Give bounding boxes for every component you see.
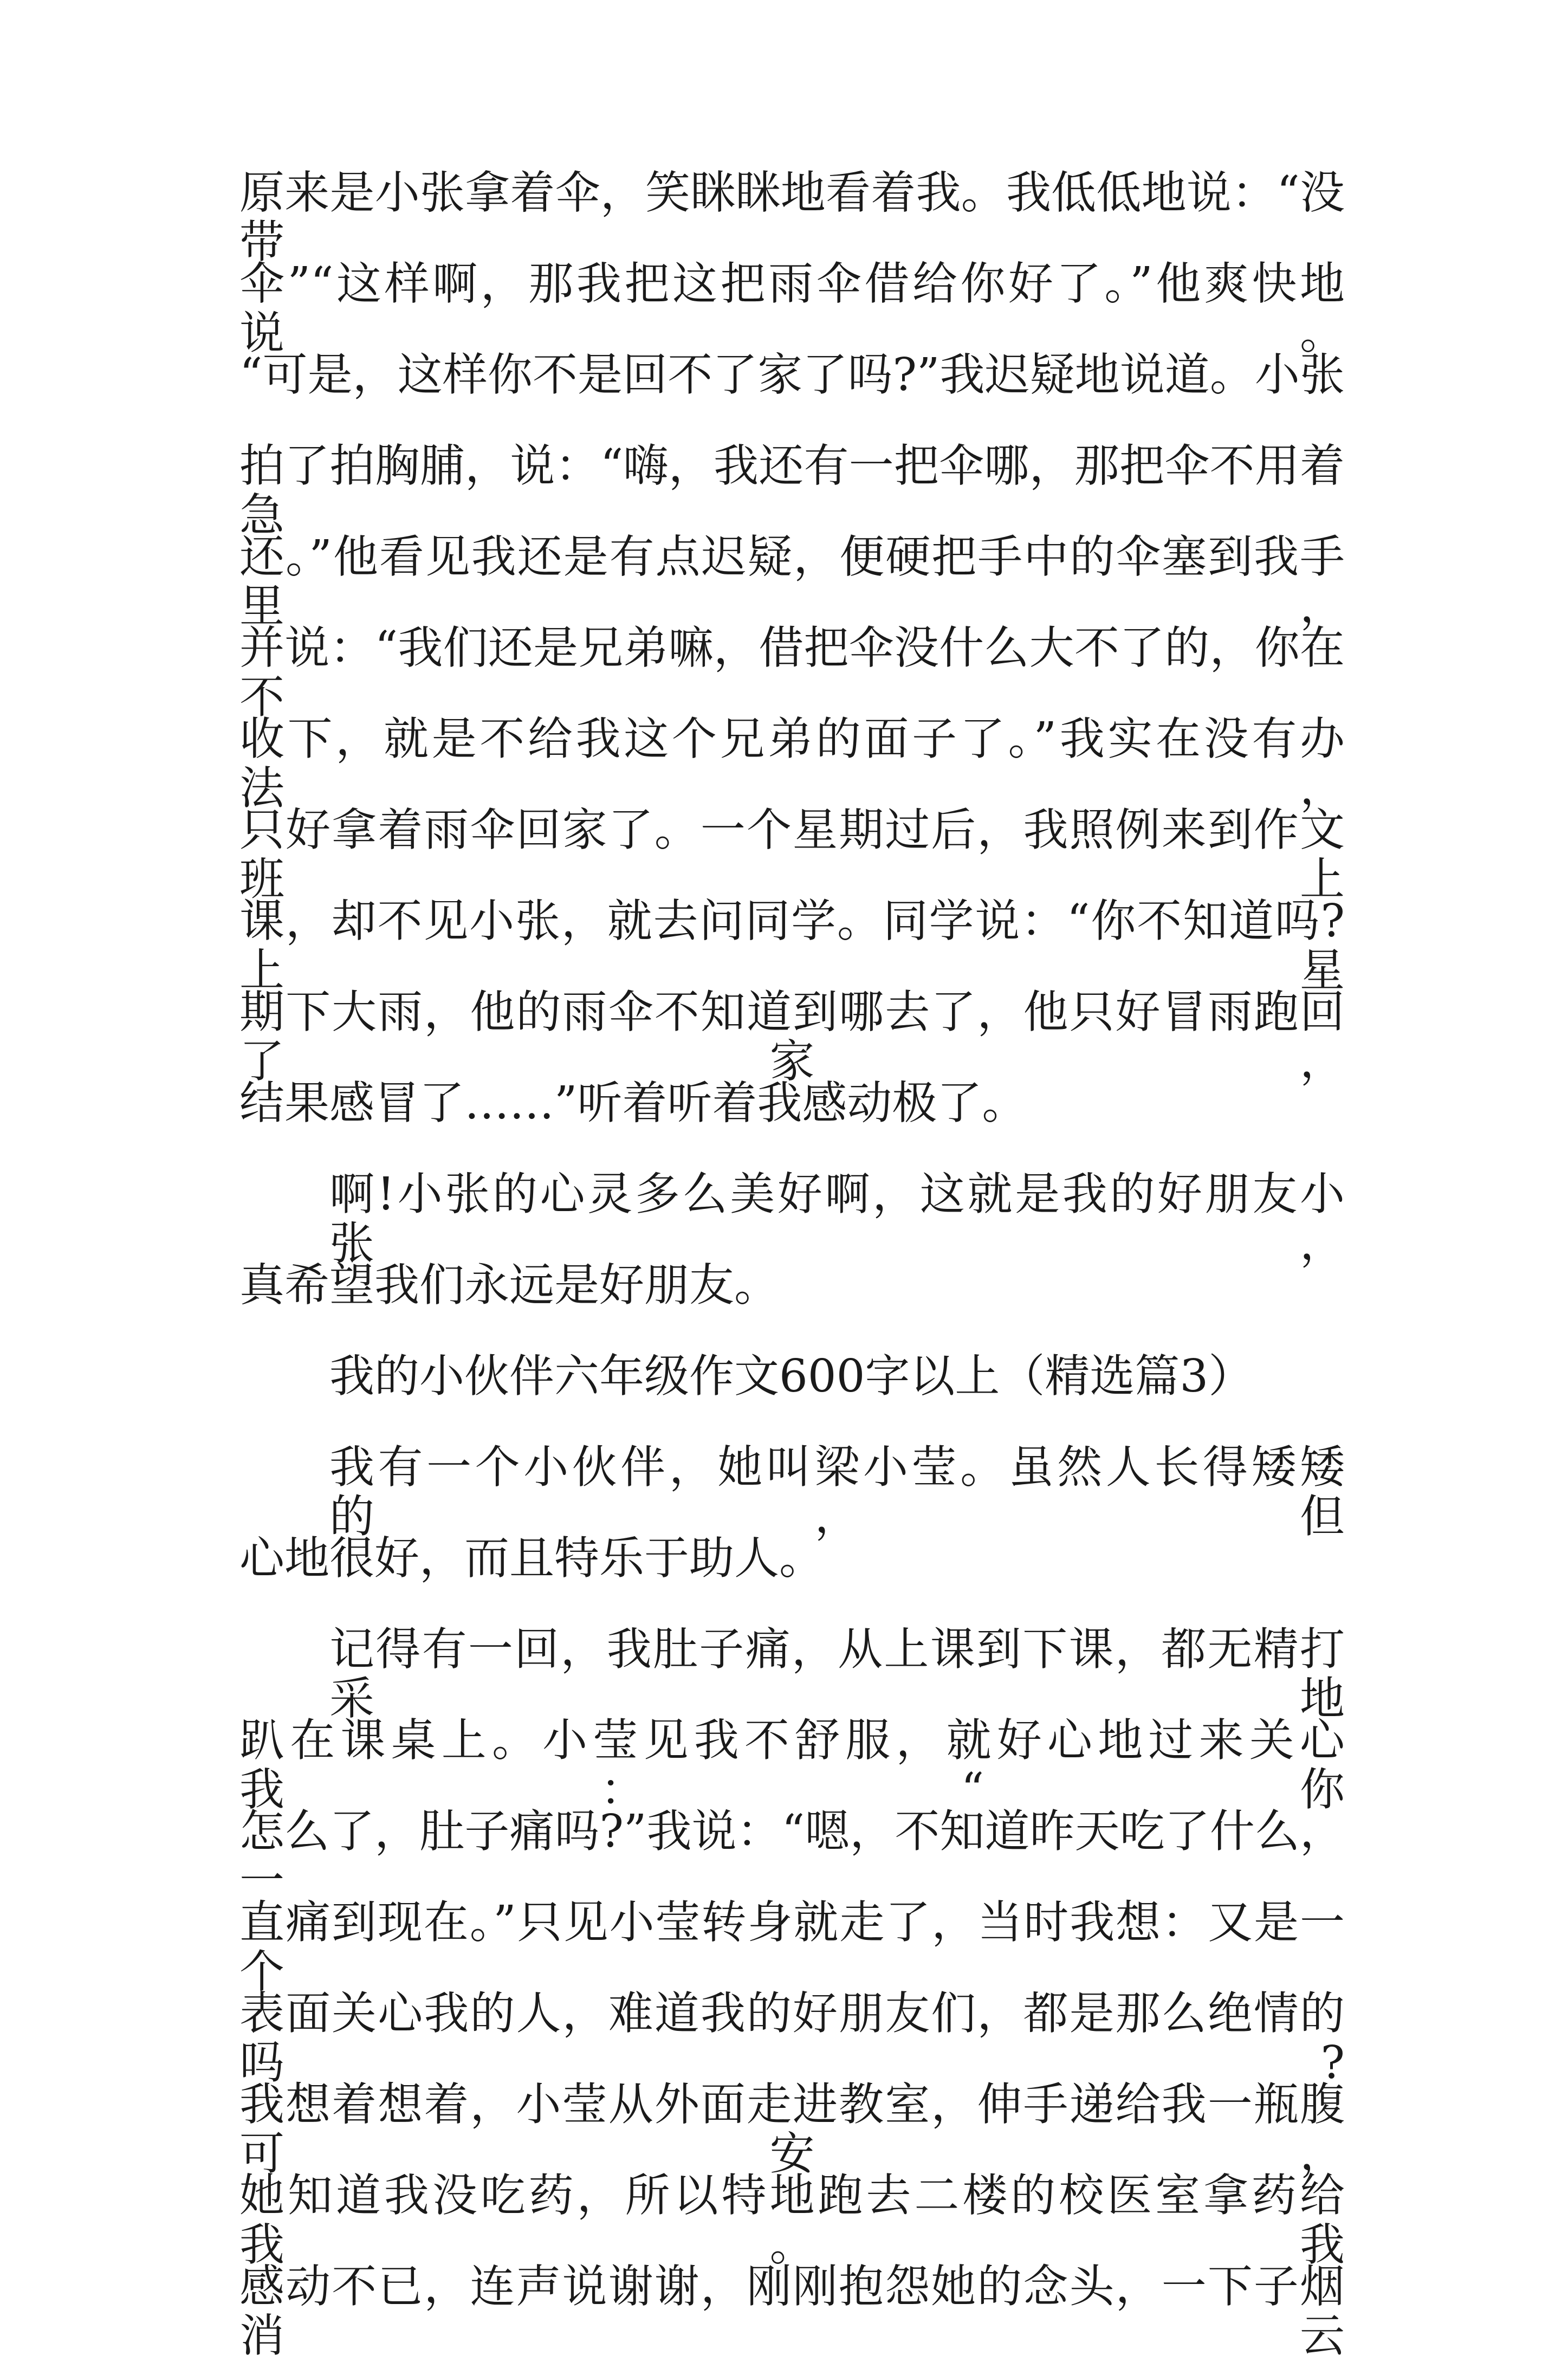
text-line: 结果感冒了……”听着听着我感动极了。 [239,1077,1027,1129]
text-line: 还。”他看见我还是有点迟疑，便硬把手中的伞塞到我手里， [239,530,1345,632]
text-line: 心地很好，而且特乐于助人。 [239,1532,824,1584]
paragraph-first-line: 记得有一回，我肚子痛，从上课到下课，都无精打采地 [329,1623,1345,1725]
text-line: “可是，这样你不是回不了家了吗?”我迟疑地说道。小张 [239,348,1345,401]
paragraph-first-line: 我的小伙伴六年级作文600字以上（精选篇3） [329,1350,1254,1402]
text-line: 怎么了，肚子痛吗?”我说：“嗯，不知道昨天吃了什么，一 [239,1805,1345,1907]
paragraph-first-line: 我有一个小伙伴，她叫梁小莹。虽然人长得矮矮的，但 [329,1441,1345,1543]
text-line: 伞”“这样啊，那我把这把雨伞借给你好了。”他爽快地说。 [239,257,1345,359]
text-line: 收下，就是不给我这个兄弟的面子了。”我实在没有办法， [239,713,1345,814]
text-line: 趴在课桌上。小莹见我不舒服，就好心地过来关心我：“你 [239,1714,1345,1816]
text-line: 拍了拍胸脯，说：“嗨，我还有一把伞哪，那把伞不用着急 [239,439,1345,541]
text-line: 表面关心我的人，难道我的好朋友们，都是那么绝情的吗? [239,1987,1345,2089]
paragraph-first-line: 啊!小张的心灵多么美好啊，这就是我的好朋友小张， [329,1168,1345,1270]
text-line: 期下大雨，他的雨伞不知道到哪去了，他只好冒雨跑回了家， [239,986,1345,1088]
text-line: 课，却不见小张，就去问同学。同学说：“你不知道吗?上星 [239,895,1345,996]
text-line: 直痛到现在。”只见小莹转身就走了，当时我想：又是一个 [239,1896,1345,1998]
text-line: 她知道我没吃药，所以特地跑去二楼的校医室拿药给我。我 [239,2169,1345,2271]
essay-text [239,166,1345,2362]
text-line: 并说：“我们还是兄弟嘛，借把伞没什么大不了的，你在不 [239,622,1345,723]
text-line: 原来是小张拿着伞，笑眯眯地看着我。我低低地说：“没带 [239,166,1345,268]
text-line: 只好拿着雨伞回家了。一个星期过后，我照例来到作文班上 [239,804,1345,905]
text-line: 真希望我们永远是好朋友。 [239,1259,779,1311]
text-line: 我想着想着，小莹从外面走进教室，伸手递给我一瓶腹可安， [239,2078,1345,2180]
text-line: 感动不已，连声说谢谢，刚刚抱怨她的念头，一下子烟消云 [239,2260,1345,2362]
